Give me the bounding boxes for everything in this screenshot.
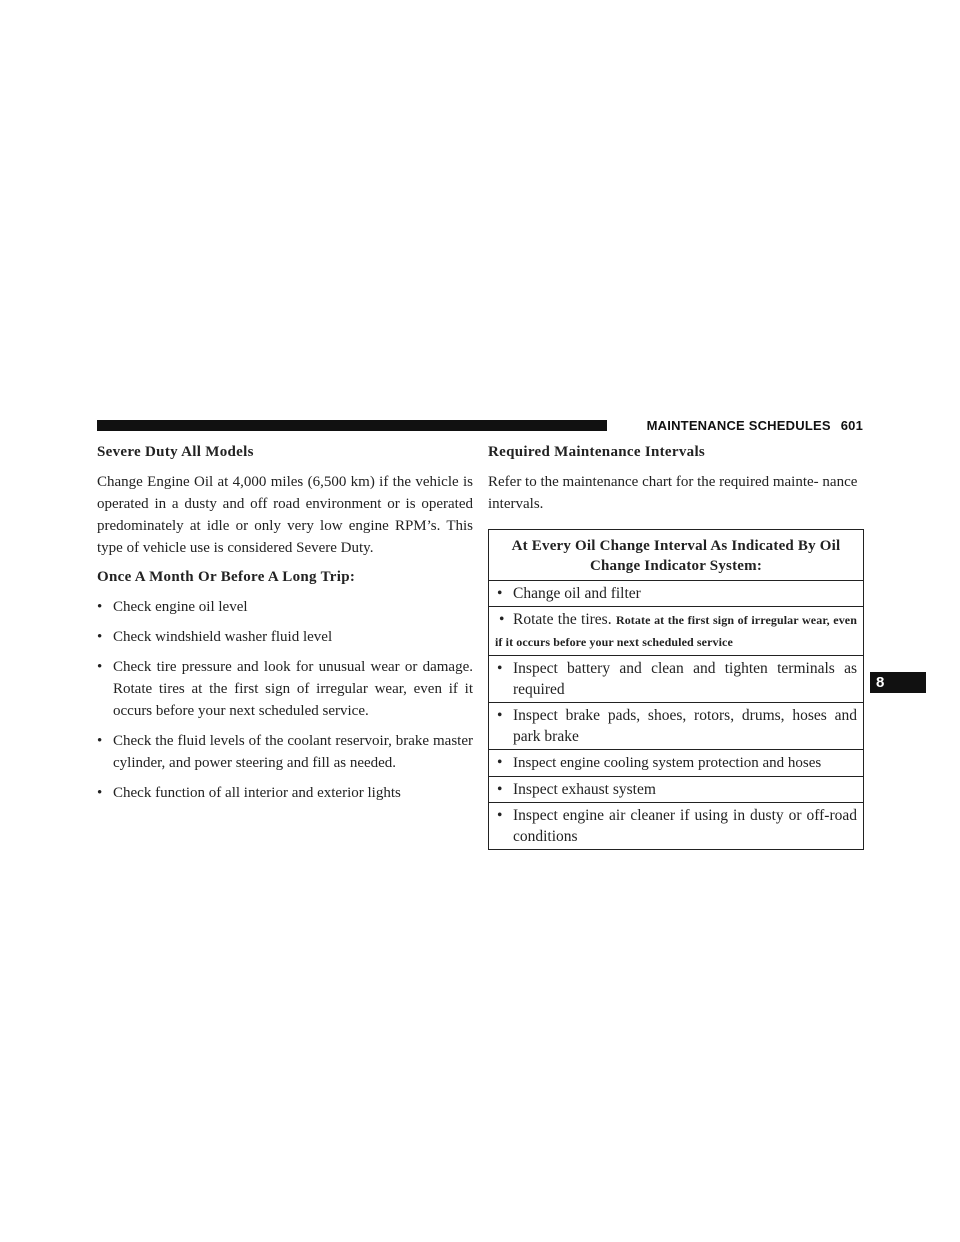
table-row-text: Inspect exhaust system bbox=[513, 781, 656, 798]
table-row bbox=[489, 581, 863, 607]
right-column bbox=[488, 444, 864, 850]
bullet-icon: • bbox=[97, 599, 103, 615]
bullet-icon: • bbox=[497, 754, 503, 771]
table-row bbox=[489, 703, 863, 750]
table-row bbox=[489, 750, 863, 777]
bullet-icon: • bbox=[497, 707, 503, 724]
monthly-check-heading: Once A Month Or Before A Long Trip: bbox=[97, 569, 356, 585]
chapter-tab: 8 bbox=[870, 672, 926, 693]
table-row-text: Rotate the tires. bbox=[513, 611, 612, 628]
maintenance-table bbox=[488, 529, 864, 850]
tires-note: Rotate at the first sign of irregular wear, even if it occurs before your next scheduled service bbox=[495, 613, 858, 649]
list-item-text: Check engine oil level bbox=[113, 599, 248, 615]
list-item-text: Check the fluid levels of the coolant reservoir, brake master cylinder, and power steering and fill as needed. bbox=[113, 733, 473, 771]
required-intervals-paragraph: Refer to the maintenance chart for the required mainte- nance intervals. bbox=[488, 474, 858, 512]
running-header bbox=[620, 418, 863, 433]
bullet-icon: • bbox=[97, 629, 103, 645]
bullet-icon: • bbox=[497, 781, 503, 798]
table-header: At Every Oil Change Interval As Indicated By Oil Change Indicator System: bbox=[489, 530, 863, 581]
list-item bbox=[97, 782, 473, 804]
page-number: 601 bbox=[840, 418, 863, 433]
bullet-icon: • bbox=[97, 659, 103, 675]
bullet-icon: • bbox=[497, 807, 503, 824]
list-item bbox=[97, 626, 473, 648]
list-item bbox=[97, 596, 473, 618]
bullet-icon: • bbox=[497, 660, 503, 677]
header-bar bbox=[97, 420, 607, 431]
table-row bbox=[489, 607, 863, 656]
table-row bbox=[489, 803, 863, 849]
table-row-text: Inspect engine air cleaner if using in dusty or off-road conditions bbox=[513, 807, 857, 845]
table-row bbox=[489, 656, 863, 703]
bullet-icon: • bbox=[499, 611, 505, 628]
severe-duty-heading: Severe Duty All Models bbox=[97, 444, 254, 460]
severe-duty-paragraph: Change Engine Oil at 4,000 miles (6,500 km) if the vehicle is operated in a dusty and off road environment or is operated predominately at idle or only very low engine RPM’s. This type of vehicle use is considered Severe Duty. bbox=[97, 474, 473, 556]
table-row-text: Inspect brake pads, shoes, rotors, drums, hoses and park brake bbox=[513, 707, 857, 745]
list-item-text: Check windshield washer fluid level bbox=[113, 629, 333, 645]
bullet-icon: • bbox=[97, 733, 103, 749]
left-column bbox=[97, 444, 473, 812]
list-item-text: Check function of all interior and exterior lights bbox=[113, 785, 401, 801]
list-item-text: Check tire pressure and look for unusual wear or damage. Rotate tires at the first sign of irregular wear, even if it occurs before your next scheduled service. bbox=[113, 659, 473, 719]
table-row-lead bbox=[495, 611, 612, 628]
list-item bbox=[97, 656, 473, 722]
required-intervals-heading: Required Maintenance Intervals bbox=[488, 444, 706, 460]
table-row bbox=[489, 777, 863, 803]
list-item bbox=[97, 730, 473, 774]
bullet-icon: • bbox=[497, 585, 503, 602]
bullet-icon: • bbox=[97, 785, 103, 801]
monthly-check-list bbox=[97, 596, 473, 804]
table-row-text: Change oil and filter bbox=[513, 585, 641, 602]
section-title: MAINTENANCE SCHEDULES bbox=[646, 418, 831, 433]
table-row-text: Inspect battery and clean and tighten terminals as required bbox=[513, 660, 857, 698]
table-row-text: Inspect engine cooling system protection and hoses bbox=[513, 755, 822, 771]
